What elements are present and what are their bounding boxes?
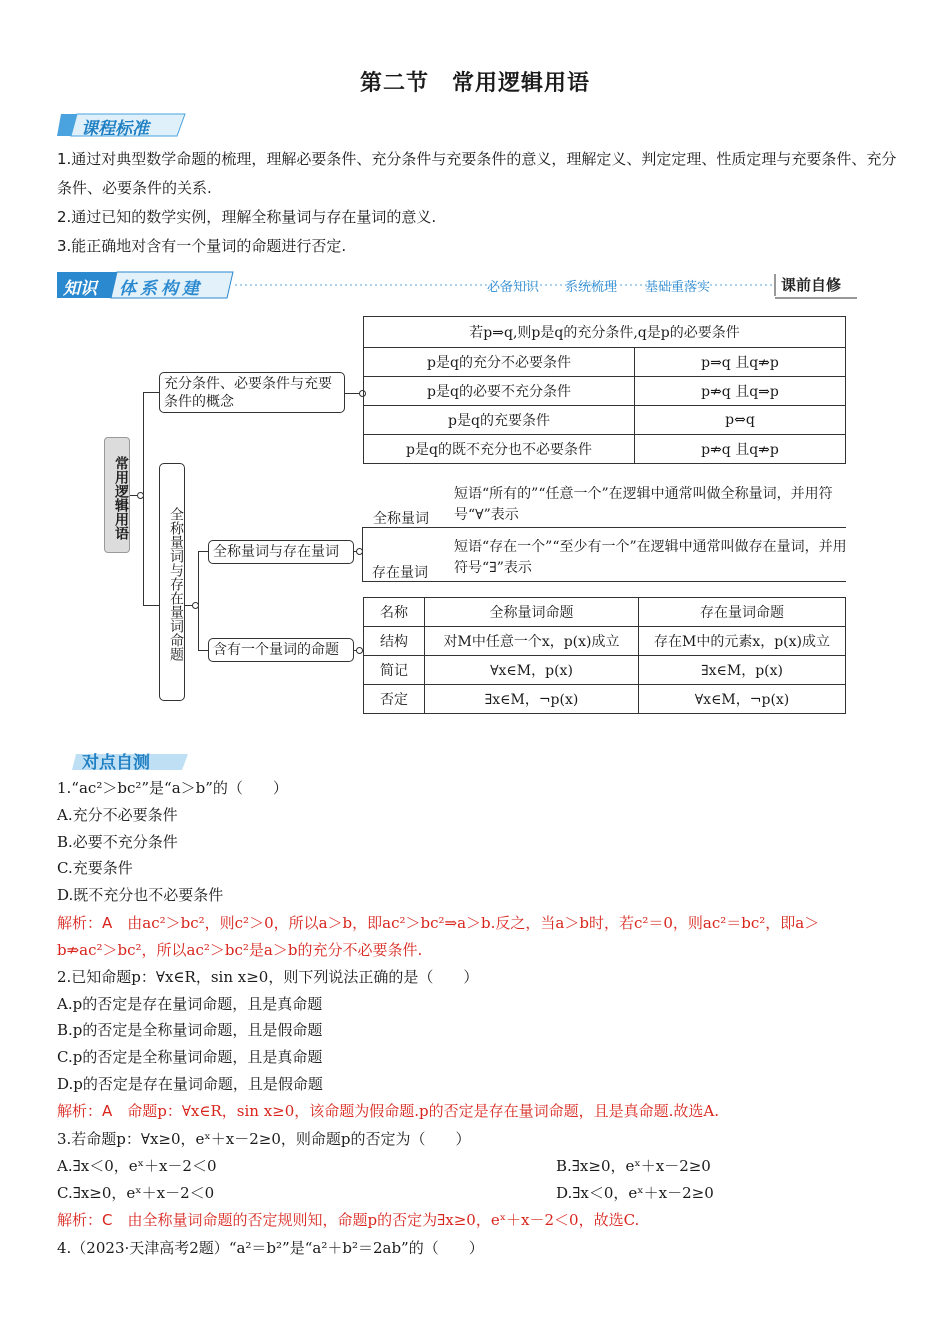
condition-name: p是q的充分不必要条件 <box>364 348 635 377</box>
neg-cell: 否定 <box>364 685 425 714</box>
node-quantifiers <box>208 540 354 564</box>
branch-conditions-label: 充分条件、必要条件与充要条件的概念 <box>164 376 332 410</box>
answer-explanation <box>57 1098 719 1124</box>
conditions-table <box>363 316 846 464</box>
neg-cell: 结构 <box>364 627 425 656</box>
option: D.既不充分也不必要条件 <box>57 886 224 904</box>
standard-item: 2.通过已知的数学实例，理解全称量词与存在量词的意义. <box>57 208 437 226</box>
question-text: “a²＝b²”是“a²＋b²＝2ab”的（ ） <box>228 1239 484 1257</box>
universal-label: 全称量词 <box>373 511 429 527</box>
page-title: 第二节 常用逻辑用语 <box>359 71 590 96</box>
answer-text: 由ac²＞bc²，则c²＞0，所以a＞b，即ac²＞bc²⇒a＞b.反之，当a＞b时，若c²＝0，则ac²＝bc²，即a＞ <box>127 914 820 932</box>
universal-text: 短语“所有的”“任意一个”在逻辑中通常叫做全称量词，并用符号“∀”表示 <box>454 486 833 523</box>
option: B.∃x≥0，eˣ＋x－2≥0 <box>556 1157 711 1175</box>
answer-label: 解析：A <box>57 1102 113 1120</box>
answer-explanation <box>57 910 819 936</box>
pre-class-label: 课前自修 <box>781 276 842 294</box>
node-negation <box>208 638 354 662</box>
question-stem <box>57 1235 484 1261</box>
root-node <box>104 437 130 553</box>
condition-relation: p⇔q <box>635 406 846 435</box>
existential-label: 存在量词 <box>372 565 428 581</box>
answer-text: 命题p：∀x∈R，sin x≥0，该命题为假命题.p的否定是存在量词命题，且是真命题.故选A. <box>127 1102 720 1120</box>
neg-cell: ∃x∈M，¬p(x) <box>425 685 639 714</box>
answer-label: 解析：C <box>57 1211 113 1229</box>
neg-cell: ∃x∈M，p(x) <box>639 656 846 685</box>
standard-item: 3.能正确地对含有一个量词的命题进行否定. <box>57 237 347 255</box>
option: A.p的否定是存在量词命题，且是真命题 <box>57 995 323 1013</box>
condition-name: p是q的充要条件 <box>364 406 635 435</box>
option: C.p的否定是全称量词命题，且是真命题 <box>57 1048 323 1066</box>
branch-quantifiers <box>159 463 185 701</box>
option: A.充分不必要条件 <box>57 806 178 824</box>
neg-cell: 简记 <box>364 656 425 685</box>
node-negation-label: 含有一个量词的命题 <box>213 642 339 658</box>
bar-item: 基础重落实 <box>645 280 711 295</box>
neg-cell: ∀x∈M，p(x) <box>425 656 639 685</box>
branch-quantifiers-label: 全称量词与存在量词命题 <box>168 507 184 661</box>
condition-relation: p⇏q 且q⇒p <box>635 377 846 406</box>
answer-text: 由全称量词命题的否定规则知，命题p的否定为∃x≥0，eˣ＋x－2＜0，故选C. <box>127 1211 640 1229</box>
root-label: 常用逻辑用语 <box>113 456 129 540</box>
node-quantifiers-label: 全称量词与存在量词 <box>213 544 339 560</box>
option: B.p的否定是全称量词命题，且是假命题 <box>57 1021 323 1039</box>
answer-label: 解析：A <box>57 914 113 932</box>
question-stem: 1.“ac²＞bc²”是“a＞b”的（ ） <box>57 779 288 797</box>
self-test-label: 对点自测 <box>82 753 150 773</box>
knowledge-system-bar <box>57 270 857 300</box>
question-stem: 2.已知命题p：∀x∈R，sin x≥0，则下列说法正确的是（ ） <box>57 968 479 986</box>
option: C.充要条件 <box>57 859 133 877</box>
neg-cell: 全称量词命题 <box>425 598 639 627</box>
option: D.p的否定是存在量词命题，且是假命题 <box>57 1075 323 1093</box>
branch-conditions <box>159 372 345 413</box>
standards-block <box>57 145 897 261</box>
neg-cell: ∀x∈M，¬p(x) <box>639 685 846 714</box>
condition-name: p是q的必要不充分条件 <box>364 377 635 406</box>
negation-table <box>363 597 846 714</box>
condition-relation: p⇒q 且q⇏p <box>635 348 846 377</box>
condition-name: p是q的既不充分也不必要条件 <box>364 435 635 464</box>
connector-dot-icon <box>356 647 363 654</box>
condition-relation: p⇏q 且q⇏p <box>635 435 846 464</box>
option: D.∃x＜0，eˣ＋x－2≥0 <box>556 1184 714 1202</box>
neg-cell: 存在量词命题 <box>639 598 846 627</box>
existential-text: 短语“存在一个”“至少有一个”在逻辑中通常叫做存在量词，并用符号“∃”表示 <box>454 539 847 576</box>
neg-cell: 对M中任意一个x，p(x)成立 <box>425 627 639 656</box>
option: C.∃x≥0，eˣ＋x－2＜0 <box>57 1184 215 1202</box>
neg-cell: 名称 <box>364 598 425 627</box>
neg-cell: 存在M中的元素x，p(x)成立 <box>639 627 846 656</box>
conditions-header: 若p⇒q,则p是q的充分条件,q是p的必要条件 <box>364 317 846 348</box>
question-stem: 3.若命题p：∀x≥0，eˣ＋x－2≥0，则命题p的否定为（ ） <box>57 1130 471 1148</box>
option: A.∃x＜0，eˣ＋x－2＜0 <box>57 1157 217 1175</box>
course-standard-label: 课程标准 <box>81 119 149 139</box>
standard-item: 1.通过对典型数学命题的梳理，理解必要条件、充分条件与充要条件的意义，理解定义、判定定理、性质定理与充要条件、充分条件、必要条件的关系. <box>57 150 897 197</box>
option: B.必要不充分条件 <box>57 833 178 851</box>
knowledge-label-a: 知识 <box>63 279 97 299</box>
knowledge-label-b: 体系构建 <box>119 279 203 299</box>
course-standard-banner <box>57 112 187 138</box>
answer-continuation: b⇏ac²＞bc²，所以ac²＞bc²是a＞b的充分不必要条件. <box>57 941 423 959</box>
bar-item: 系统梳理 <box>565 280 618 295</box>
answer-explanation <box>57 1207 639 1233</box>
question-source: 4.（2023·天津高考2题） <box>57 1239 229 1257</box>
self-test-banner <box>72 746 192 772</box>
bar-item: 必备知识 <box>487 280 540 295</box>
